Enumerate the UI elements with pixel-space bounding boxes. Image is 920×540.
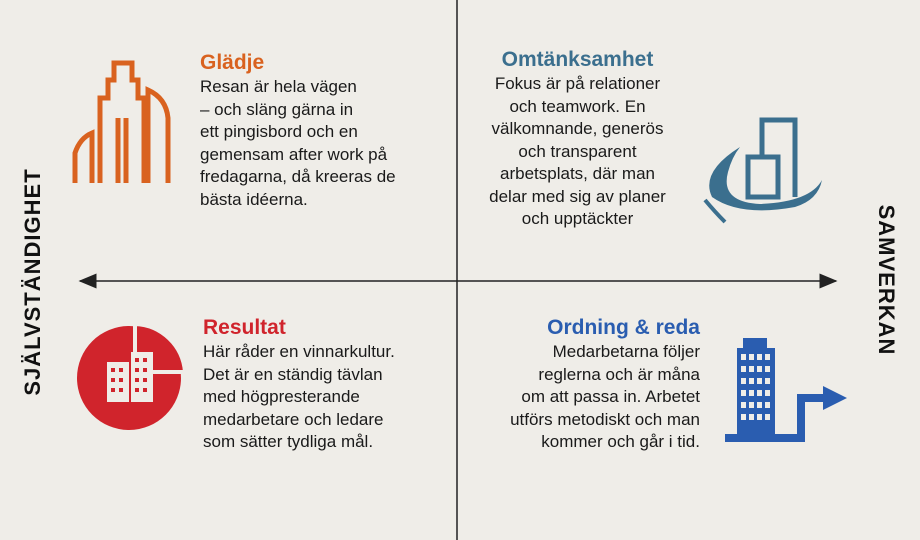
tower-arrow-icon bbox=[725, 336, 850, 444]
quadrant-resultat bbox=[203, 315, 463, 454]
quadrant-gladje bbox=[200, 50, 450, 211]
quadrant-body: Här råder en vinnarkultur. Det är en ständig tävlan med högpresterande medarbetare och ledare som sätter tydliga mål. bbox=[203, 342, 395, 451]
quadrant-title: Resultat bbox=[203, 316, 286, 339]
quadrant-title: Omtänksamhet bbox=[501, 48, 654, 71]
axis-label-left: SJÄLVSTÄNDIGHET bbox=[20, 168, 45, 396]
axis-label-right: SAMVERKAN bbox=[874, 204, 899, 356]
buildings-orbit-icon bbox=[700, 112, 825, 230]
quadrant-title: Ordning & reda bbox=[547, 316, 700, 339]
quadrant-body: Fokus är på relationer och teamwork. En välkomnande, generös och transparent arbetsplats, där man delar med sig av planer och upptäckter bbox=[489, 74, 666, 228]
quadrant-body: Resan är hela vägen – och släng gärna in ett pingisbord och en gemensam after work på fredagarna, då kreeras de bästa idéerna. bbox=[200, 77, 396, 209]
pie-chart-building-icon bbox=[75, 320, 187, 432]
quadrant-omtanksamhet bbox=[470, 47, 685, 231]
quadrant-title: Glädje bbox=[200, 51, 265, 74]
skyscraper-outline-icon bbox=[70, 58, 175, 188]
quadrant-ordning-reda bbox=[470, 315, 700, 454]
quadrant-body: Medarbetarna följer reglerna och är måna om att passa in. Arbetet utförs metodiskt och man kommer och går i tid. bbox=[510, 342, 700, 451]
